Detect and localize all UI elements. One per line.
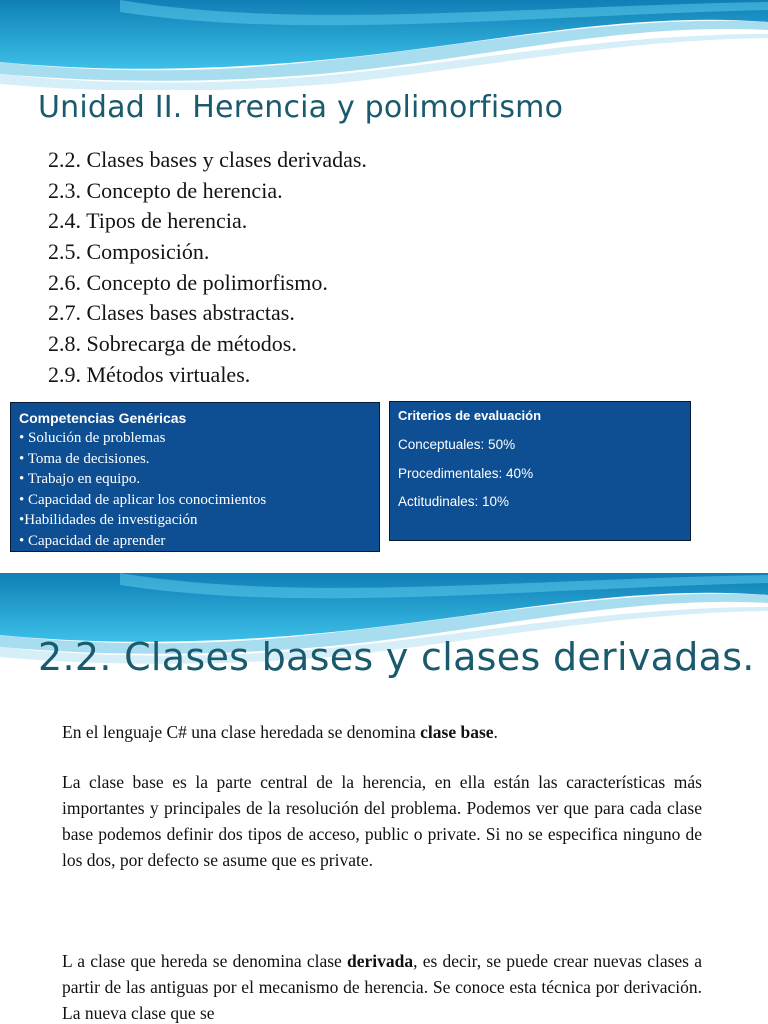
topic-item: 2.8. Sobrecarga de métodos.: [48, 331, 297, 357]
competencia-item: • Trabajo en equipo.: [19, 471, 141, 487]
topic-item: 2.4. Tipos de herencia.: [48, 208, 248, 234]
slide-2: [0, 573, 768, 1024]
paragraph-2: La clase base es la parte central de la herencia, en ella están las características más importantes y principales de la resolución del problema. Podemos ver que para cada clase base podemos definir dos tipos de acceso, public o private. Si no se especifica ninguno de los dos, por defecto se asume que es private.: [62, 772, 702, 870]
slide-title: Unidad II. Herencia y polimorfismo: [38, 90, 564, 125]
criterio-item: Procedimentales: 40%: [398, 465, 534, 481]
paragraph-3: [62, 948, 702, 1024]
topic-list: [48, 145, 367, 391]
topic-item: 2.9. Métodos virtuales.: [48, 361, 251, 387]
topic-item: 2.2. Clases bases y clases derivadas.: [48, 147, 367, 172]
competencia-item: • Capacidad de aprender: [19, 532, 166, 549]
competencia-item: • Toma de decisiones.: [19, 450, 150, 467]
topic-item: 2.3. Concepto de herencia.: [48, 177, 283, 203]
criterios-heading: Criterios de evaluación: [398, 408, 542, 423]
topic-item: 2.7. Clases bases abstractas.: [48, 300, 295, 326]
competencia-item: • Solución de problemas: [19, 430, 166, 446]
criterio-item: Actitudinales: 10%: [398, 494, 510, 509]
competencias-heading: Competencias Genéricas: [19, 410, 187, 426]
bold-term-clase-base: clase base: [420, 722, 494, 742]
competencia-item: • Capacidad de aplicar los conocimientos: [19, 491, 267, 508]
slide-title: 2.2. Clases bases y clases derivadas.: [38, 635, 755, 679]
paragraph-text: , es decir, se puede crear nuevas clases a partir de las antiguas por el mecanismo de herencia. Se conoce esta técnica por derivación. La nueva clase que se: [62, 951, 702, 1023]
competencias-box: [10, 402, 380, 552]
paragraph-text: En el lenguaje C# una clase heredada se denomina: [62, 722, 421, 742]
competencia-item: •Habilidades de investigación: [19, 512, 198, 528]
slide-divider: [0, 565, 768, 573]
competencias-list: [19, 428, 371, 551]
bold-term-derivada: derivada: [347, 951, 414, 971]
criterio-item: Conceptuales: 50%: [398, 437, 516, 452]
criterios-list: [398, 431, 682, 517]
topic-item: 2.6. Concepto de polimorfismo.: [48, 269, 328, 295]
paragraph-1: [62, 719, 702, 745]
criterios-box: [389, 401, 691, 541]
paragraph-text: .: [493, 722, 498, 742]
topic-item: 2.5. Composición.: [48, 239, 210, 265]
paragraph-text: L a clase que hereda se denomina clase: [62, 951, 348, 971]
wave-header-decoration: [0, 0, 768, 90]
